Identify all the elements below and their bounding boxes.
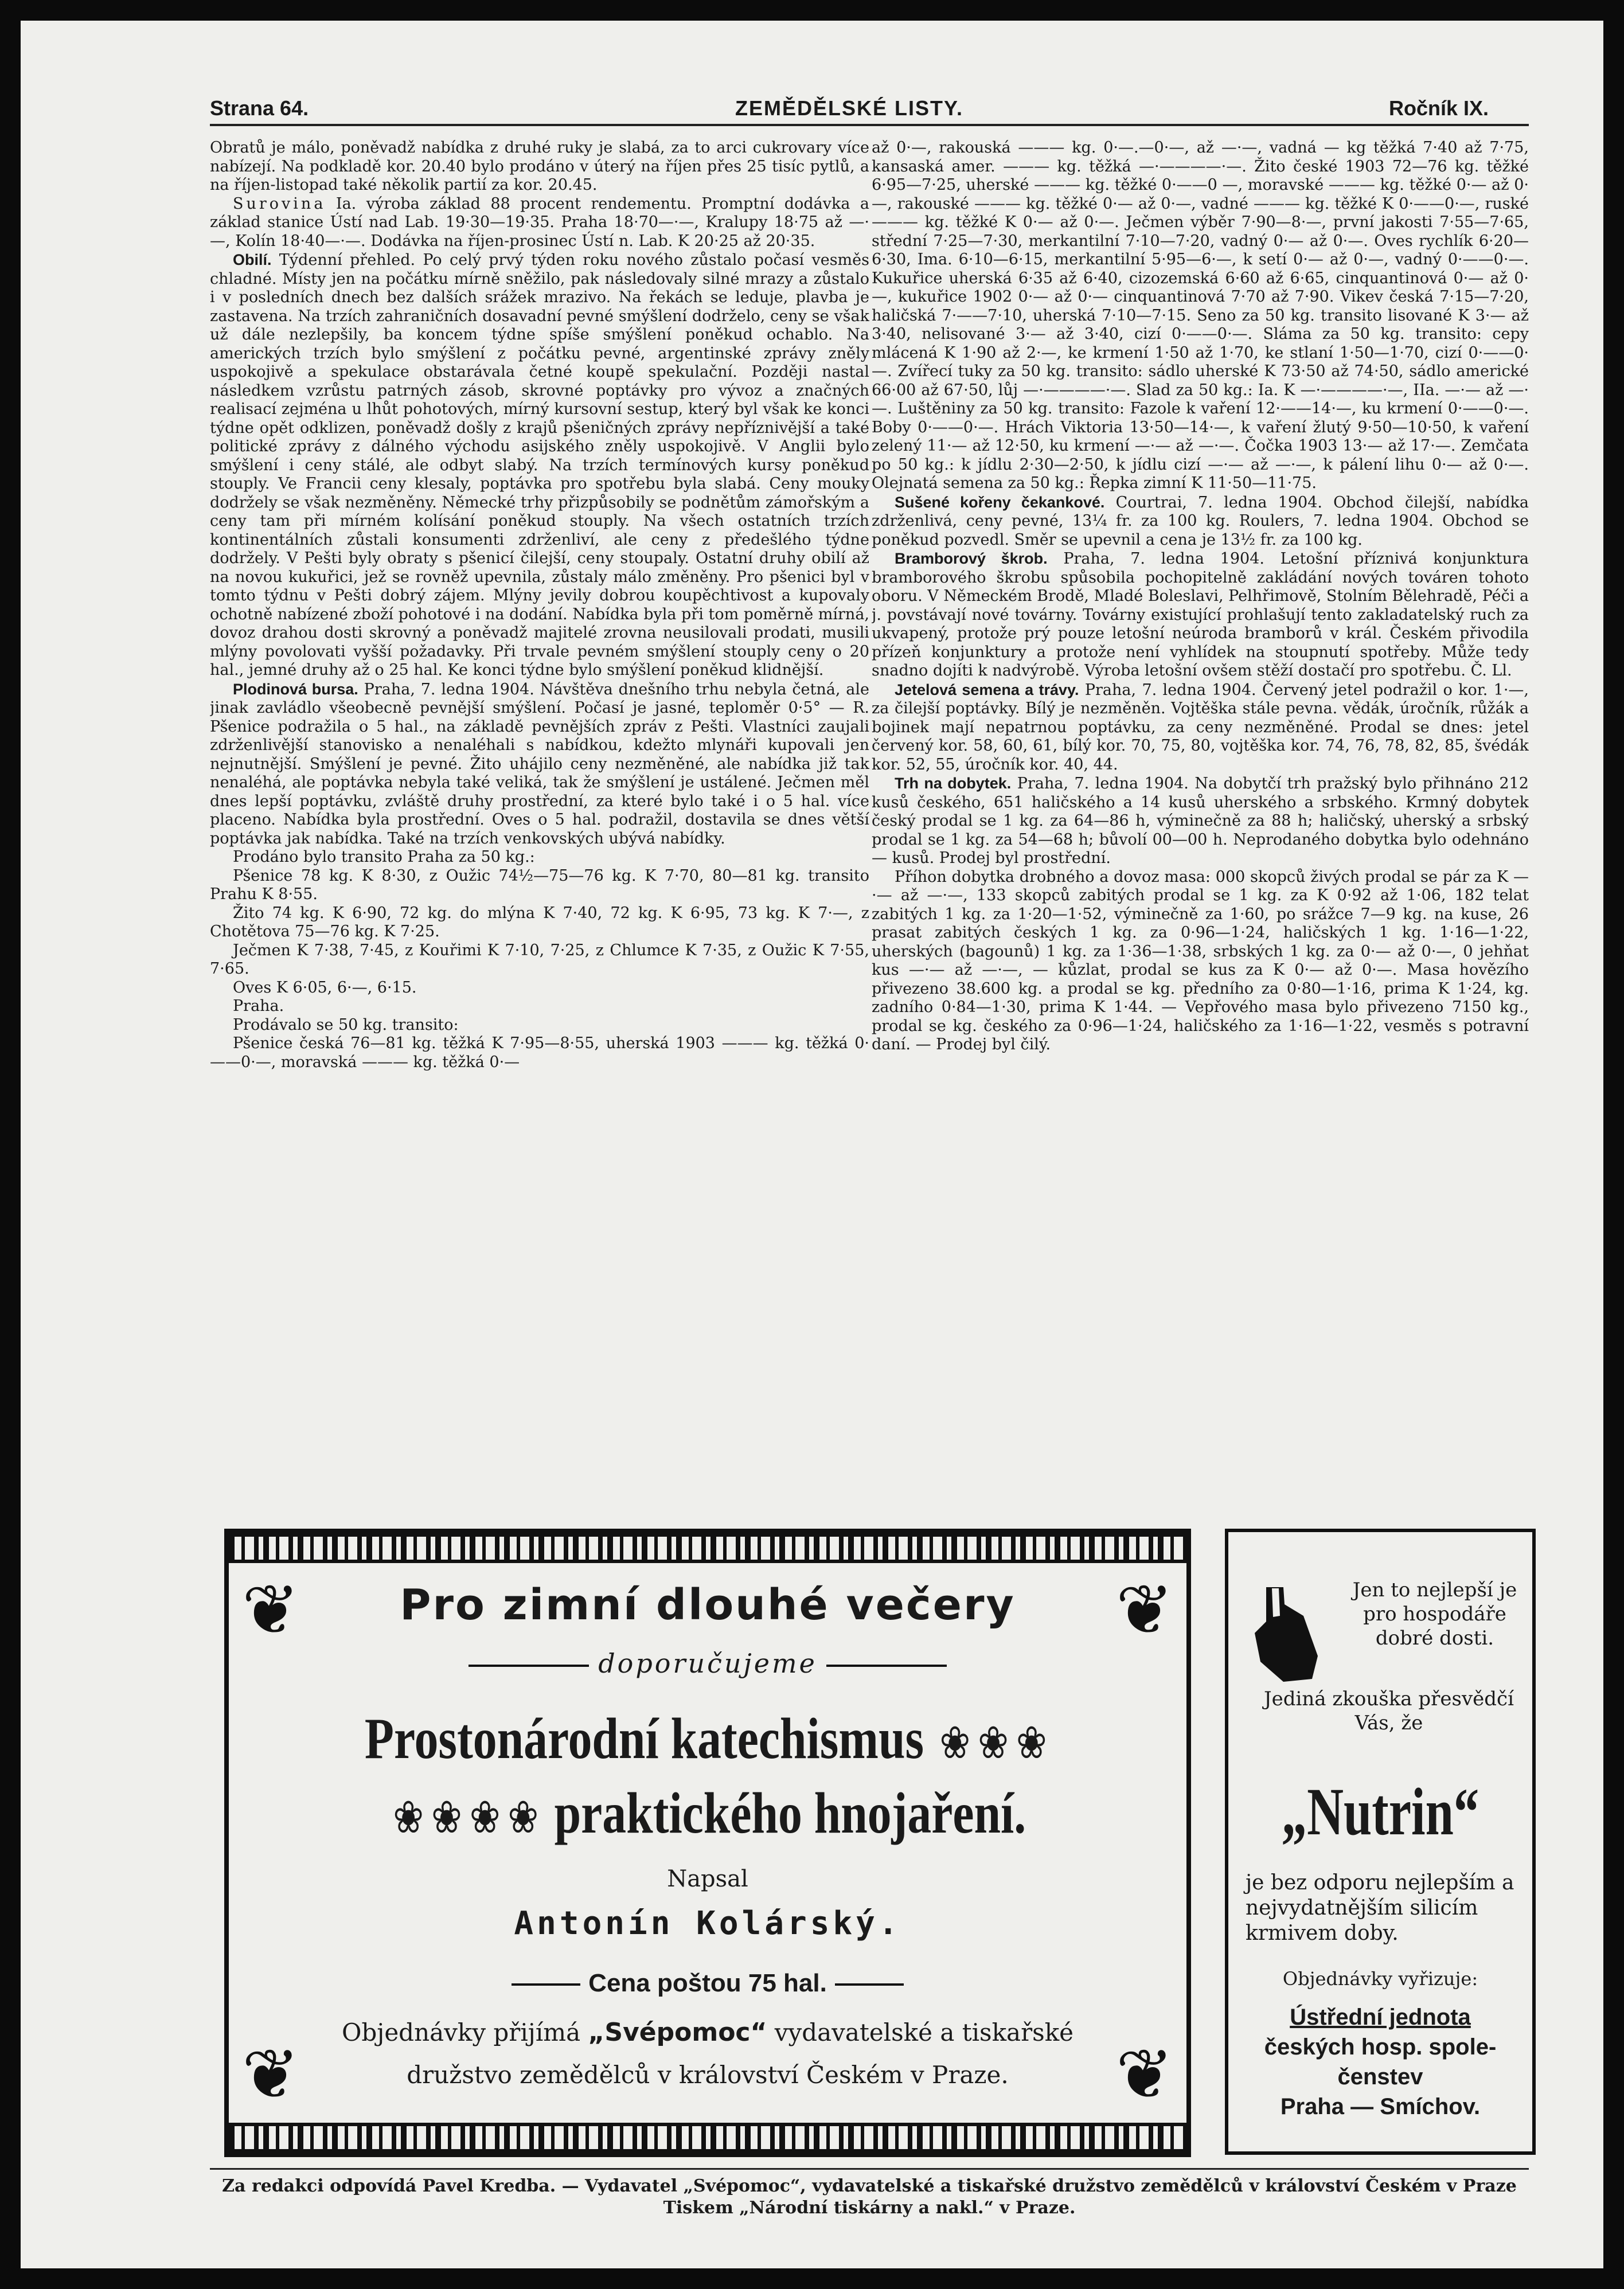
- imprint: [210, 2175, 1529, 2219]
- newspaper-title: ZEMĚDĚLSKÉ LISTY.: [735, 96, 964, 120]
- flower-ornament-icon: ❀: [1016, 1718, 1047, 1768]
- publisher-name: „Svépomoc“: [588, 2018, 767, 2047]
- article-paragraph: Oves K 6·05, 6·—, 6·15.: [233, 978, 417, 997]
- article-paragraph: Bramborový škrob. Praha, 7. ledna 1904. Letošní příznivá konjunktura bramborového škrobu spůsobila pochopitelně zakládání nových továren tohoto oboru. V Německém Brodě, Mladé Boleslavi, Pelhřimově, Stolním Bělehradě, Péči a j. povstávají nové továrny. Továrny existující prohlašují tento zakladatelský ruch za ukvapený, protože prý pouze letošní neúroda bramborů v král. Českém přivodila přízeň konjunktury a protože není vyhlídek na stoupnutí spotřeby. Může tedy snadno dojíti k nadvýrobě. Výroba letošní ovšem stěží dostačí pro spotřebu. Č. Ll.: [872, 550, 1529, 679]
- volume-number: Ročník IX.: [1388, 96, 1489, 120]
- section-heading: Sušené kořeny čekankové.: [895, 493, 1105, 511]
- newspaper-page: [21, 21, 1603, 2268]
- left-column: [210, 139, 869, 1515]
- article-paragraph: Plodinová bursa. Praha, 7. ledna 1904. Návštěva dnešního trhu nebyla četná, ale jinak zavládlo všeobecně pevnější smýšlení. Počasí je jasné, teploměr 0·5° — R. Pšenice podražila o 5 hal., na základě pevnějších zpráv z Pešti. Vlastníci zaujali zdrženlivější stanovisko a nenaléhali s nabídkou, kdežto mlynáři kupovali jen nejnutnější. Smýšlení je pevné. Žito uhájilo ceny nezměněné, ale nabídka již tak nenaléhá, ale poptávka nebyla také veliká, tak že smýšlení je ustálené. Ječmen měl dnes lepší poptávku, zvláště druhy prostřední, za které bylo také i o 5 hal. více placeno. Nabídka byla prostřední. Oves o 5 hal. podražil, dostavila se dnes větší poptávka jak nabídka. Také na trzích venkovských ubývá nabídky.: [210, 680, 869, 847]
- corner-ornament-icon: ❦: [1115, 2035, 1174, 2115]
- nutrin-advertisement: [1225, 1529, 1536, 2155]
- right-column: [872, 139, 1529, 1515]
- section-heading: Plodinová bursa.: [233, 680, 358, 698]
- imprint-line: Tiskem „Národní tiskárny a nakl.“ v Praze.: [663, 2198, 1076, 2218]
- article-paragraph: Trh na dobytek. Praha, 7. ledna 1904. Na dobytčí trh pražský bylo přihnáno 212 kusů českého, 651 haličského a 14 kusů uherského a srbského. Krmný dobytek český prodal se 1 kg. za 64—86 h, výminečně za 88 h; haličský, uherský a srbský prodal se 1 kg. za 54—68 h; bůvolí 00—00 h. Neprodaného dobytka bylo odehnáno — kusů. Prodej byl prostřední.: [872, 775, 1529, 867]
- nutrin-description: je bez odporu nejlepším a nejvydatnějším silicím krmivem doby.: [1246, 1871, 1514, 1945]
- article-paragraph: Pšenice 78 kg. K 8·30, z Oužic 74½—75—76 kg. K 7·70, 80—81 kg. transito Prahu K 8·55.: [210, 866, 869, 903]
- page-number: Strana 64.: [210, 96, 309, 120]
- nutrin-brand: „Nutrin“: [1281, 1774, 1479, 1849]
- author-name: Antonín Kolárský.: [514, 1905, 901, 1942]
- written-by: Napsal: [667, 1866, 748, 1892]
- flower-ornament-icon: ❀: [393, 1792, 424, 1842]
- article-paragraph: Praha.: [233, 997, 284, 1015]
- nutrin-office: Ústřední jednota českých hosp. spole- čenstev Praha — Smíchov.: [1264, 2005, 1497, 2119]
- footer-rule: [210, 2168, 1529, 2170]
- article-paragraph: Ječmen K 7·38, 7·45, z Kouřimi K 7·10, 7·25, z Chlumce K 7·35, z Oužic K 7·55, 7·65.: [210, 941, 869, 978]
- orders-line: Objednávky přijímá „Svépomoc“ vydavatelské a tiskařské: [341, 2018, 1074, 2047]
- article-paragraph: Příhon dobytka drobného a dovoz masa: 000 skopců živých prodal se pár za K —·— až —·—, 133 skopců zabitých prodal se 1 kg. za K 0·92 až 1·06, 182 telat zabitých 1 kg. za 1·20—1·52, výminečně za 1·60, po srážce 7—9 kg. na kuse, 26 prasat zabitých českých 1 kg. za 0·96—1·24, haličských 1 kg. 1·16—1·22, uherských (bagounů) 1 kg. za 1·36—1·38, srbských 1 kg. za 0·— až 0·—, 0 jehňat kus —·— až —·—, — kůzlat, prodal se kus za K 0·— až 0·—. Masa hovězího přivezeno 38.600 kg. a prodal se kg. předního za 0·80—1·16, prima K 1·24, kg. zadního 0·84—1·30, prima K 1·44. — Vepřového masa bylo přivezeno 7150 kg., prodal se kg. českého za 0·96—1·24, haličského za 1·16—1·22, vesměs s potravní daní. — Prodej byl čilý.: [872, 868, 1529, 1053]
- section-label: Surovina: [233, 194, 326, 213]
- article-paragraph: Obilí. Týdenní přehled. Po celý prvý týden roku nového zůstalo počasí vesměs chladné. Místy jen na počátku mírně sněžilo, pak následovaly silné mrazy a zůstalo i v posledních dnech bez dalších srážek mrazivo. Na řekách se leduje, plavba je zastavena. Na trzích zahraničních dosavadní pevné smýšlení dodrželo, ceny se však už dále nezlepšily, ba koncem týdne spíše smýšlení poněkud ochablo. Na amerických trzích bylo smýšlení z počátku pevné, argentinské zprávy zněly uspokojivě a spekulace obstarávala četné koupě spekulační. Později nastal následkem vzrůstu patrných zásob, skrovné poptávky pro vývoz a značných realisací zejména u lhůt pohotových, mírný kursovní sestup, který byl však ke konci týdne opět odklizen, poněvadž došly z krajů pšeničných zprávy nepříznivější a také politické zprávy z dálného východu asijského zněly uspokojivě. V Anglii bylo smýšlení i ceny stálé, ale odbyt slabý. Na trzích termínových kursy poněkud stouply. Ve Francii ceny klesaly, poptávka pro spotřebu byla slabá. Ceny mouky dodržely se však nezměněny. Německé trhy přizpůsobily se podnětům zámořským a ceny tam při mírném kolísání poněkud stouply. Na všech ostatních trzích kontinentálních zůstali konsumenti zdrženliví, ale ceny z předešlého týdne dodržely. V Pešti byly obraty s pšenicí čilejší, ceny stoupaly. Ostatní druhy obilí až na novou kukuřici, jež se rovněž upevnila, zůstaly málo změněny. Pro pšenici byl v tomto týdnu v Pešti dobrý zájem. Mlýny jevily dobrou koupěchtivost a kupovaly ochotně nabízené zboží pohotové i na dodání. Nabídka byla při tom poměrně mírná, dovoz drahou dosti skrovný a poněvadž majitelé zrovna neusilovali prodati, musili mlýny povolovati vyšší požadavky. Při trvale pevném smýšlení stouply ceny o 20 hal., jemné druhy až o 25 hal. Ke konci týdne bylo smýšlení poněkud klidnější.: [210, 251, 869, 679]
- flower-ornament-icon: ❀: [508, 1792, 539, 1842]
- corner-ornament-icon: ❦: [241, 2035, 300, 2115]
- section-heading: Bramborový škrob.: [895, 550, 1048, 567]
- cooperative-line: družstvo zemědělců v království Českém v Praze.: [407, 2061, 1009, 2089]
- article-paragraph: Prodáno bylo transito Praha za 50 kg.:: [233, 848, 535, 866]
- flower-ornament-icon: ❀: [978, 1718, 1009, 1768]
- flower-ornament-icon: ❀: [939, 1718, 971, 1768]
- section-heading: Jetelová semena a trávy.: [895, 681, 1079, 698]
- article-paragraph: Žito 74 kg. K 6·90, 72 kg. do mlýna K 7·40, 72 kg. K 6·95, 73 kg. K 7·—, z Chotětova 75—76 kg. K 7·25.: [210, 904, 869, 940]
- article-paragraph: až 0·—, rakouská ——— kg. 0·—.—0·—, až —·—, vadná — kg těžká 7·40 až 7·75, kansaská amer. ——— kg. těžká —·————·—. Žito české 1903 72—76 kg. těžké 6·95—7·25, uherské ——— kg. těžké 0·——0 —, moravské ——— kg. těžké 0·— až 0·—, rakouské ——— kg. těžké 0·— až 0·—, vadné ——— kg. těžké K 0·——0·—, ruské ——— kg. těžké K 0·— až 0·—. Ječmen výběr 7·90—8·—, první jakosti 7·55—7·65, střední 7·25—7·30, merkantilní 7·10—7·20, vadný 0·— až 0·—. Oves rychlík 6·20—6·30, Ima. 6·10—6·15, merkantilní 5·95—6·—, k setí 0·— až 0·—, vadný 0·——0·—. Kukuřice uherská 6·35 až 6·40, cizozemská 6·60 až 6·65, cinquantinová 0·— až 0·—, kukuřice 1902 0·— až 0·— cinquantinová 7·70 až 7·90. Vikev česká 7·15—7·20, haličská 7·——7·10, uherská 7·10—7·15. Seno za 50 kg. transito lisované K 3·— až 3·40, nelisované 3·— až 3·40, cizí 0·——0·—. Sláma za 50 kg. transito: cepy mlácená K 1·90 až 2·—, ke krmení 1·50 až 1·70, ke stlaní 1·50—1·70, cizí 0·——0·—. Zvířecí tuky za 50 kg. transito: sádlo uherské K 73·50 až 74·50, sádlo americké 66·00 až 67·50, lůj —·————·—. Slad za 50 kg.: Ia. K —·————·—, IIa. —·— až —·—. Luštěniny za 50 kg. transito: Fazole k vaření 12·——14·—, ku krmení 0·——0·—. Boby 0·——0·—. Hrách Viktoria 13·50—14·—, k vaření žlutý 9·50—10·50, k vaření zelený 11·— až 12·50, ku krmení —·— až —·—. Čočka 1903 13·— až 17·—. Zemčata po 50 kg.: k jídlu 2·30—2·50, k jídlu cizí —·— až —·—, k pálení lihu 0·— až 0·—. Olejnatá semena za 50 kg.: Řepka zimní K 11·50—11·75.: [872, 139, 1529, 492]
- book-price: Cena poštou 75 hal.: [229, 1969, 1186, 1998]
- ad-recommend: doporučujeme: [229, 1648, 1186, 1679]
- article-paragraph: Prodávalo se 50 kg. transito:: [233, 1015, 459, 1034]
- nutrin-orders: Objednávky vyřizuje:: [1282, 1968, 1478, 1990]
- corner-ornament-icon: ❦: [1115, 1571, 1174, 1650]
- header-rule: [210, 124, 1529, 126]
- meander-border-top: [229, 1533, 1186, 1563]
- book-title-line1: Prostonárodní katechismus ❀ ❀ ❀: [364, 1706, 1047, 1771]
- article-paragraph: Surovina Ia. výroba základ 88 procent rendementu. Promptní dodávka a základ stanice Ústí nad Lab. 19·30—19·35. Praha 18·70—·—, Kralupy 18·75 až —·—, Kolín 18·40—·—. Dodávka na říjen-prosinec Ústí n. Lab. K 20·25 až 20·35.: [210, 194, 869, 250]
- article-paragraph: Obratů je málo, poněvadž nabídka z druhé ruky je slabá, za to arci cukrovary více nabízejí. Na podkladě kor. 20.40 bylo prodáno v úterý na říjen přes 25 tisíc pytlů, a na říjen-listopad také několik partií za kor. 20.45.: [210, 139, 869, 194]
- pointing-hand-icon: [1249, 1581, 1324, 1685]
- ad-headline: Pro zimní dlouhé večery: [400, 1580, 1016, 1630]
- book-title-line2: ❀ ❀ ❀ ❀ praktického hnojaření.: [393, 1781, 1026, 1846]
- nutrin-claim: Jediná zkouška přesvědčí Vás, že: [1264, 1688, 1514, 1735]
- article-paragraph: Sušené kořeny čekankové. Courtrai, 7. ledna 1904. Obchod čilejší, nabídka zdrženlivá, ceny pevné, 13¼ fr. za 100 kg. Roulers, 7. ledna 1904. Obchod se poněkud pozvedl. Směr se upevnil a cena je 13½ fr. za 100 kg.: [872, 493, 1529, 549]
- book-advertisement: [224, 1529, 1191, 2157]
- article-paragraph: Jetelová semena a trávy. Praha, 7. ledna 1904. Červený jetel podražil o kor. 1·—, za čilejší poptávky. Bílý je nezměněn. Vojtěška stále pevna. vědák, úročník, růžák a bojinek mají nepatrnou poptávku, za ceny nezměněné. Prodal se dnes: jetel červený kor. 58, 60, 61, bílý kor. 70, 75, 80, vojtěška kor. 74, 76, 78, 82, 85, švédák kor. 52, 55, úročník kor. 40, 44.: [872, 681, 1529, 774]
- section-heading: Trh na dobytek.: [895, 775, 1012, 792]
- section-heading: Obilí.: [233, 251, 272, 268]
- article-paragraph: Pšenice česká 76—81 kg. těžká K 7·95—8·55, uherská 1903 ——— kg. těžká 0·——0·—, moravská ——— kg. těžká 0·—: [210, 1034, 869, 1071]
- imprint-line: Za redakci odpovídá Pavel Kredba. — Vydavatel „Svépomoc“, vydavatelské a tiskařské družstvo zemědělců v království Českém v Praze: [222, 2176, 1517, 2196]
- flower-ornament-icon: ❀: [431, 1792, 462, 1842]
- flower-ornament-icon: ❀: [469, 1792, 501, 1842]
- corner-ornament-icon: ❦: [241, 1571, 300, 1650]
- nutrin-intro: Jen to nejlepší je pro hospodáře dobré dosti.: [1352, 1579, 1517, 1650]
- meander-border-bottom: [229, 2123, 1186, 2153]
